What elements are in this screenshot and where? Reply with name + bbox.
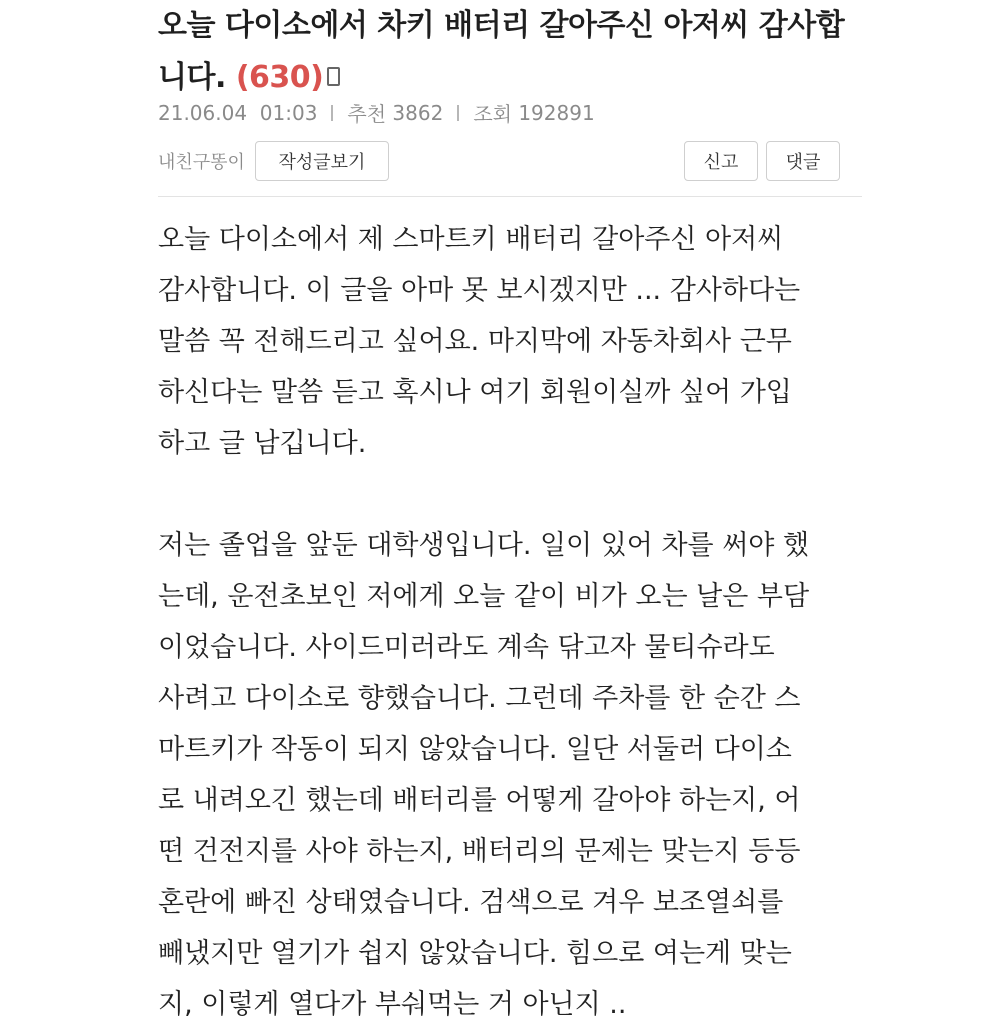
content-line: 저는 졸업을 앞둔 대학생입니다. 일이 있어 차를 써야 했 bbox=[158, 530, 810, 561]
post-title-line1: 오늘 다이소에서 차키 배터리 갈아주신 아저씨 감사합 bbox=[158, 8, 845, 43]
comment-count[interactable]: (630) bbox=[235, 60, 324, 95]
view-posts-button[interactable]: 작성글보기 bbox=[255, 141, 389, 181]
views-count: 192891 bbox=[518, 100, 595, 125]
paragraph-2 bbox=[158, 520, 858, 1030]
content-line: 하고 글 남깁니다. bbox=[158, 428, 367, 459]
post-meta bbox=[158, 98, 595, 127]
author-row bbox=[158, 140, 840, 182]
meta-divider bbox=[457, 105, 459, 121]
meta-divider bbox=[331, 105, 333, 121]
post-time: 01:03 bbox=[259, 100, 318, 125]
post-title bbox=[158, 0, 858, 104]
content-line: 로 내려오긴 했는데 배터리를 어떻게 갈아야 하는지, 어 bbox=[158, 785, 801, 816]
content-line: 하신다는 말씀 듣고 혹시나 여기 회원이실까 싶어 가입 bbox=[158, 377, 792, 408]
recommend-count: 3862 bbox=[392, 100, 444, 125]
recommend-label: 추천 bbox=[347, 102, 387, 126]
paragraph-1 bbox=[158, 214, 858, 469]
content-line: 빼냈지만 열기가 쉽지 않았습니다. 힘으로 여는게 맞는 bbox=[158, 938, 792, 969]
report-button[interactable]: 신고 bbox=[684, 141, 758, 181]
post-date: 21.06.04 bbox=[158, 100, 248, 125]
views-label: 조회 bbox=[473, 102, 512, 126]
content-line: 지, 이렇게 열다가 부숴먹는 거 아닌지 .. bbox=[158, 989, 627, 1020]
header-divider bbox=[158, 196, 862, 197]
content-line: 혼란에 빠진 상태였습니다. 검색으로 겨우 보조열쇠를 bbox=[158, 887, 784, 918]
author-name[interactable]: 내친구똥이 bbox=[158, 152, 245, 173]
paragraph-gap bbox=[158, 469, 858, 520]
content-line: 오늘 다이소에서 제 스마트키 배터리 갈아주신 아저씨 bbox=[158, 224, 784, 255]
mobile-phone-icon bbox=[327, 67, 340, 86]
content-line: 떤 건전지를 사야 하는지, 배터리의 문제는 맞는지 등등 bbox=[158, 836, 801, 867]
content-line: 말씀 꼭 전해드리고 싶어요. 마지막에 자동차회사 근무 bbox=[158, 326, 792, 357]
content-line: 마트키가 작동이 되지 않았습니다. 일단 서둘러 다이소 bbox=[158, 734, 792, 765]
content-line: 사려고 다이소로 향했습니다. 그런데 주차를 한 순간 스 bbox=[158, 683, 801, 714]
content-line: 는데, 운전초보인 저에게 오늘 같이 비가 오는 날은 부담 bbox=[158, 581, 810, 612]
content-line: 감사합니다. 이 글을 아마 못 보시겠지만 ... 감사하다는 bbox=[158, 275, 801, 306]
comment-button[interactable]: 댓글 bbox=[766, 141, 840, 181]
post-header bbox=[158, 0, 858, 104]
content-line: 이었습니다. 사이드미러라도 계속 닦고자 물티슈라도 bbox=[158, 632, 775, 663]
post-content bbox=[158, 214, 858, 1030]
post-title-line2: 니다. bbox=[158, 60, 226, 95]
